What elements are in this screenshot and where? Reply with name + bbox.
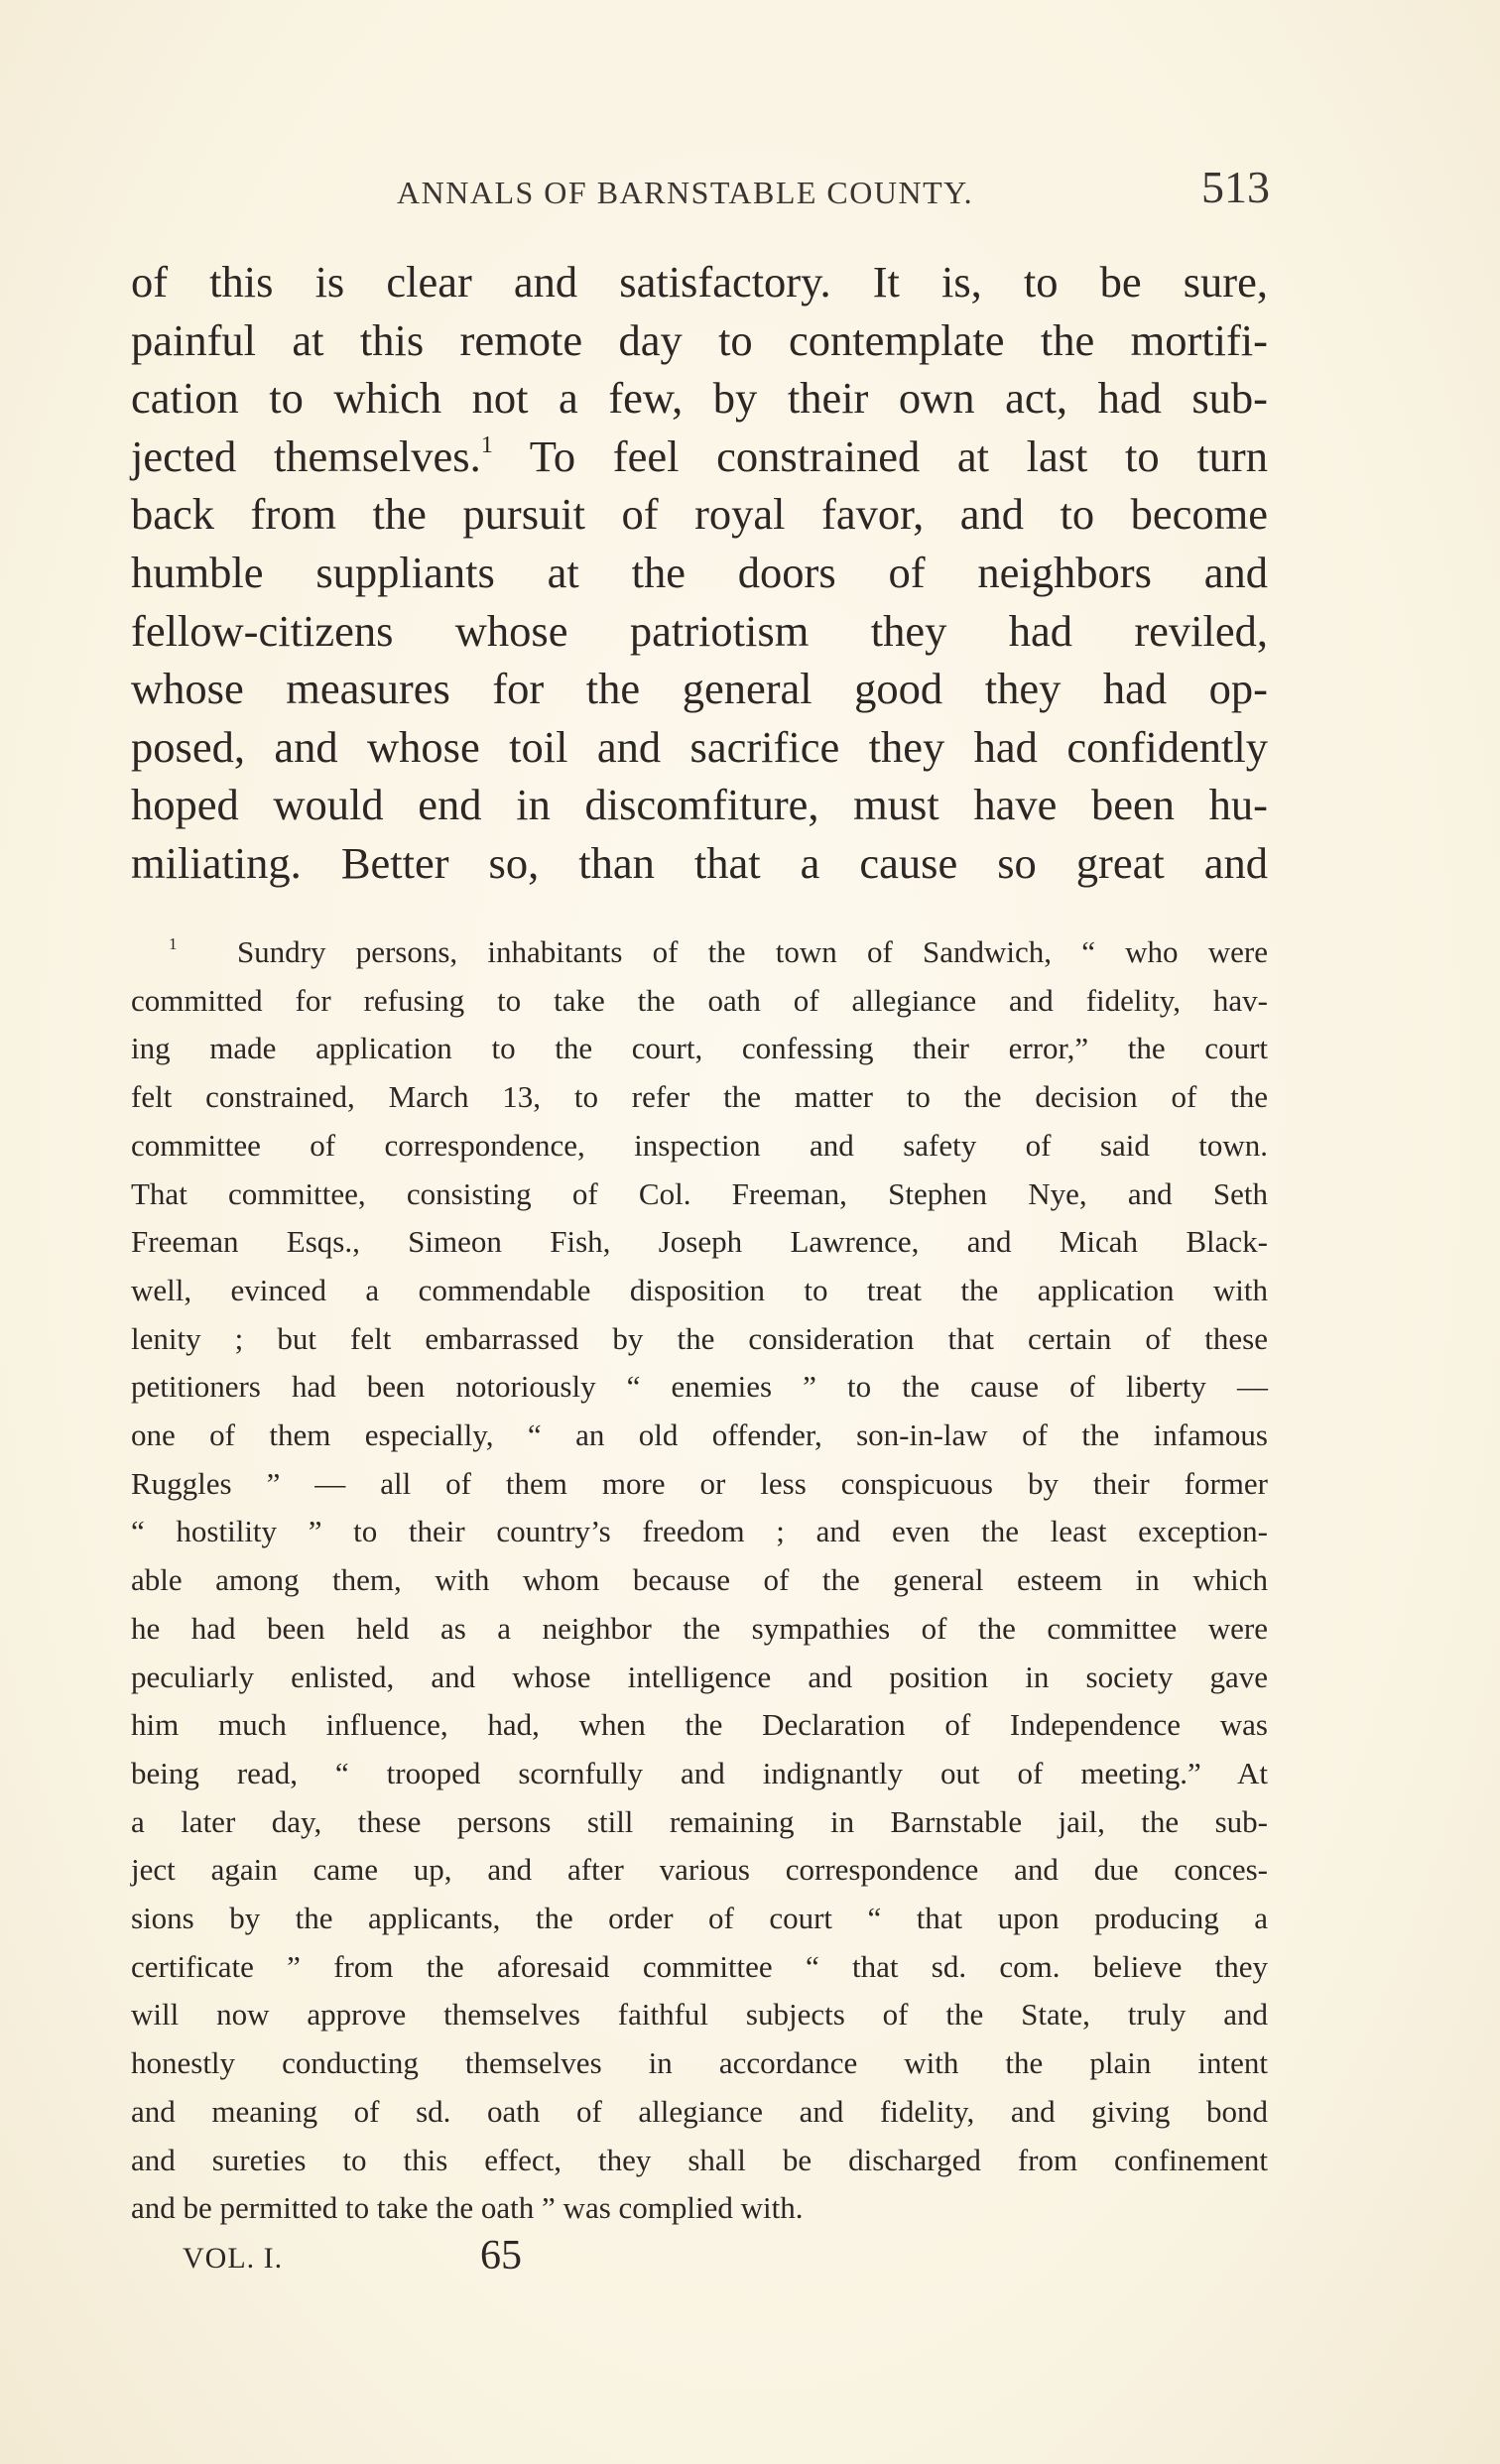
running-title: ANNALS OF BARNSTABLE COUNTY. [397,175,974,210]
footnote-line: being read, “ trooped scornfully and indignantly out of meeting.” At [131,1755,1268,1790]
sheet-signature: 65 [480,2233,522,2279]
footnote-line: sions by the applicants, the order of court “ that upon producing a [131,1901,1268,1936]
text-line: painful at this remote day to contemplate the mortifi- [131,314,1268,365]
footnote-line: a later day, these persons still remaining in Barnstable jail, the sub- [131,1803,1268,1839]
footnote-line: ing made application to the court, confessing their error,” the court [131,1031,1268,1066]
text-line: fellow-citizens whose patriotism they had reviled, [131,605,1268,656]
text-line: posed, and whose toil and sacrifice they had confidently [131,721,1268,772]
text-line: hoped would end in discomfiture, must have been hu- [131,780,1268,830]
footnote-line: peculiarly enlisted, and whose intelligence and position in society gave [131,1659,1268,1694]
footnote [131,928,1268,2233]
footnote-line: Freeman Esqs., Simeon Fish, Joseph Lawrence, and Micah Black- [131,1224,1268,1260]
volume-label: VOL. I. [183,2242,284,2275]
footnote-line: he had been held as a neighbor the sympathies of the committee were [131,1610,1268,1646]
footnote-line: committee of correspondence, inspection and safety of said town. [131,1127,1268,1163]
footnote-line: and meaning of sd. oath of allegiance and fidelity, and giving bond [131,2093,1268,2129]
text-fragment: jected themselves. [131,431,481,481]
footnote-line: certificate ” from the aforesaid committee “ that sd. com. believe they [131,1948,1268,1984]
footnote-line: and be permitted to take the oath ” was complied with. [131,2190,804,2226]
running-head [129,161,1270,220]
footnote-line: will now approve themselves faithful subjects of the State, truly and [131,1997,1268,2033]
footnote-line: felt constrained, March 13, to refer the matter to the decision of the [131,1079,1268,1115]
page-number: 513 [1201,162,1270,212]
footnote-line: That committee, consisting of Col. Freeman, Stephen Nye, and Seth [131,1175,1268,1211]
footnote-marker: 1 [169,934,178,954]
footnote-line: able among them, with whom because of the general esteem in which [131,1562,1268,1598]
footnote-line: committed for refusing to take the oath of allegiance and fidelity, hav- [131,982,1268,1018]
footnote-line: ject again came up, and after various correspondence and due conces- [131,1852,1268,1888]
footnote-line: him much influence, had, when the Declaration of Independence was [131,1707,1268,1743]
text-line [131,428,1268,486]
footnote-line: “ hostility ” to their country’s freedom ; and even the least exception- [131,1514,1268,1549]
footnote-line: honestly conducting themselves in accordance with the plain intent [131,2045,1268,2081]
footnote-line: lenity ; but felt embarrassed by the consideration that certain of these [131,1320,1268,1356]
main-text [131,253,1268,893]
footnote-line: one of them especially, “ an old offender, son-in-law of the infamous [131,1417,1268,1453]
footnote-line [131,928,1268,977]
text-line: of this is clear and satisfactory. It is, to be sure, [131,257,1268,307]
text-line: cation to which not a few, by their own act, had sub- [131,373,1268,424]
text-line: whose measures for the general good they had op- [131,664,1268,714]
text-fragment: Sundry persons, inhabitants of the town of Sandwich, “ who were [236,934,1268,969]
footnote-line: petitioners had been notoriously “ enemies ” to the cause of liberty — [131,1369,1268,1405]
text-fragment: To feel constrained at last to turn [492,431,1268,481]
footnote-line: well, evinced a commendable disposition to treat the application with [131,1272,1268,1307]
text-line: back from the pursuit of royal favor, and to become [131,489,1268,540]
footnote-reference: 1 [480,431,493,459]
signature-line [131,2232,726,2291]
text-line: miliating. Better so, than that a cause so great and [131,837,1268,888]
footnote-line: Ruggles ” — all of them more or less conspicuous by their former [131,1465,1268,1501]
text-line: humble suppliants at the doors of neighbors and [131,547,1268,597]
footnote-line: and sureties to this effect, they shall be discharged from confinement [131,2142,1268,2177]
